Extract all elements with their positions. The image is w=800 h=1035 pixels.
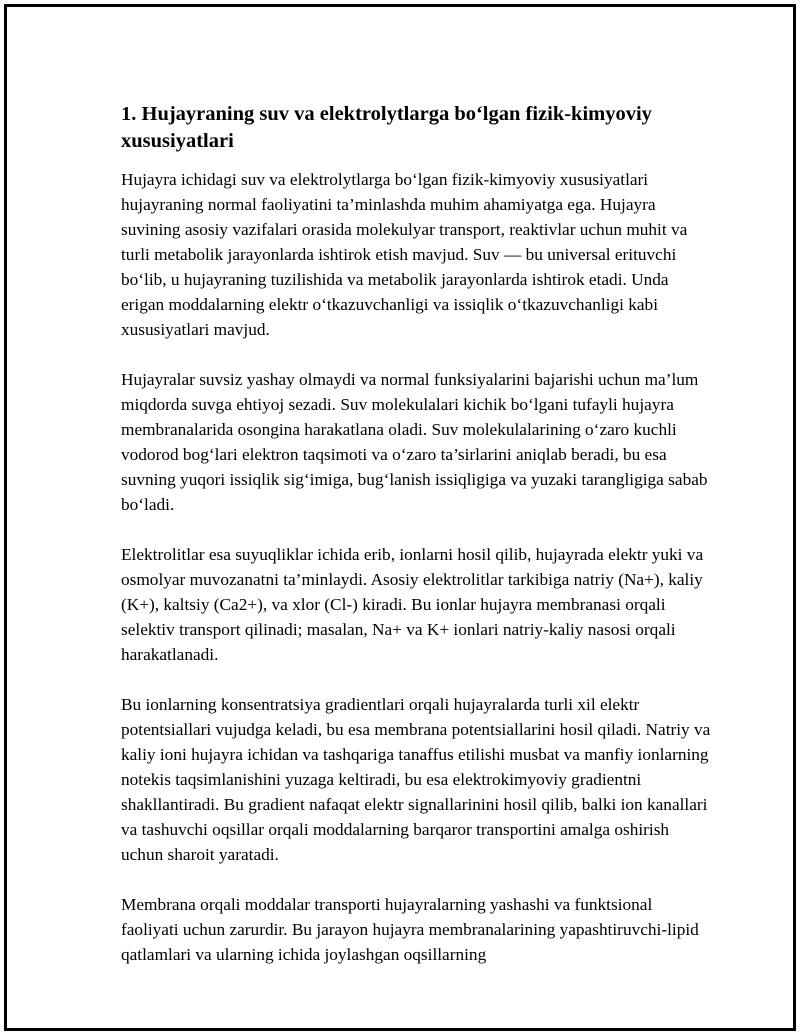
page-frame — [4, 4, 796, 1031]
paragraph-2: Hujayralar suvsiz yashay olmaydi va normal funksiyalarini bajarishi uchun ma’lum miqdorda suvga ehtiyoj sezadi. Suv molekulalari kichik bo‘lgani tufayli hujayra membranalarida osongina harakatlana oladi. Suv molekulalarining o‘zaro kuchli vodorod bog‘lari elektron taqsimoti va o‘zaro ta’sirlarini aniqlab beradi, bu esa suvning yuqori issiqlik sig‘imiga, bug‘lanish issiqligiga va yuzaki tarangligiga sabab bo‘ladi. — [121, 370, 708, 514]
paragraph-4: Bu ionlarning konsentratsiya gradientlari orqali hujayralarda turli xil elektr potentsiallari vujudga keladi, bu esa membrana potentsiallarini hosil qiladi. Natriy va kaliy ioni hujayra ichidan va tashqariga tanaffus etilishi musbat va manfiy ionlarning notekis taqsimlanishini yuzaga keltiradi, bu esa elektrokimyoviy gradientni shakllantiradi. Bu gradient nafaqat elektr signallarinini hosil qilib, balki ion kanallari va tashuvchi oqsillar orqali moddalarning barqaror transportini amalga oshirish uchun sharoit yaratadi. — [121, 695, 711, 864]
section-heading: 1. Hujayraning suv va elektrolytlarga bo‘lgan fizik-kimyoviy xususiyatlari — [121, 103, 652, 152]
document-body — [121, 101, 711, 992]
paragraph-3: Elektrolitlar esa suyuqliklar ichida erib, ionlarni hosil qilib, hujayrada elektr yuki va osmolyar muvozanatni ta’minlaydi. Asosiy elektrolitlar tarkibiga natriy (Na+), kaliy (K+), kaltsiy (Ca2+), va xlor (Cl-) kiradi. Bu ionlar hujayra membranasi orqali selektiv transport qilinadi; masalan, Na+ va K+ ionlari natriy-kaliy nasosi orqali harakatlanadi. — [121, 545, 704, 664]
paragraph-1: Hujayra ichidagi suv va elektrolytlarga bo‘lgan fizik-kimyoviy xususiyatlari hujayraning normal faoliyatini ta’minlashda muhim ahamiyatga ega. Hujayra suvining asosiy vazifalari orasida molekulyar transport, reaktivlar uchun muhit va turli metabolik jarayonlarda ishtirok etish mavjud. Suv — bu universal erituvchi bo‘lib, u hujayraning tuzilishida va metabolik jarayonlarda ishtirok etadi. Unda erigan moddalarning elektr o‘tkazuvchanligi va issiqlik o‘tkazuvchanligi kabi xususiyatlari mavjud. — [121, 170, 688, 339]
paragraph-5: Membrana orqali moddalar transporti hujayralarning yashashi va funktsional faoliyati uchun zarurdir. Bu jarayon hujayra membranalarining yapashtiruvchi-lipid qatlamlari va ularning ichida joylashgan oqsillarning — [121, 895, 699, 964]
